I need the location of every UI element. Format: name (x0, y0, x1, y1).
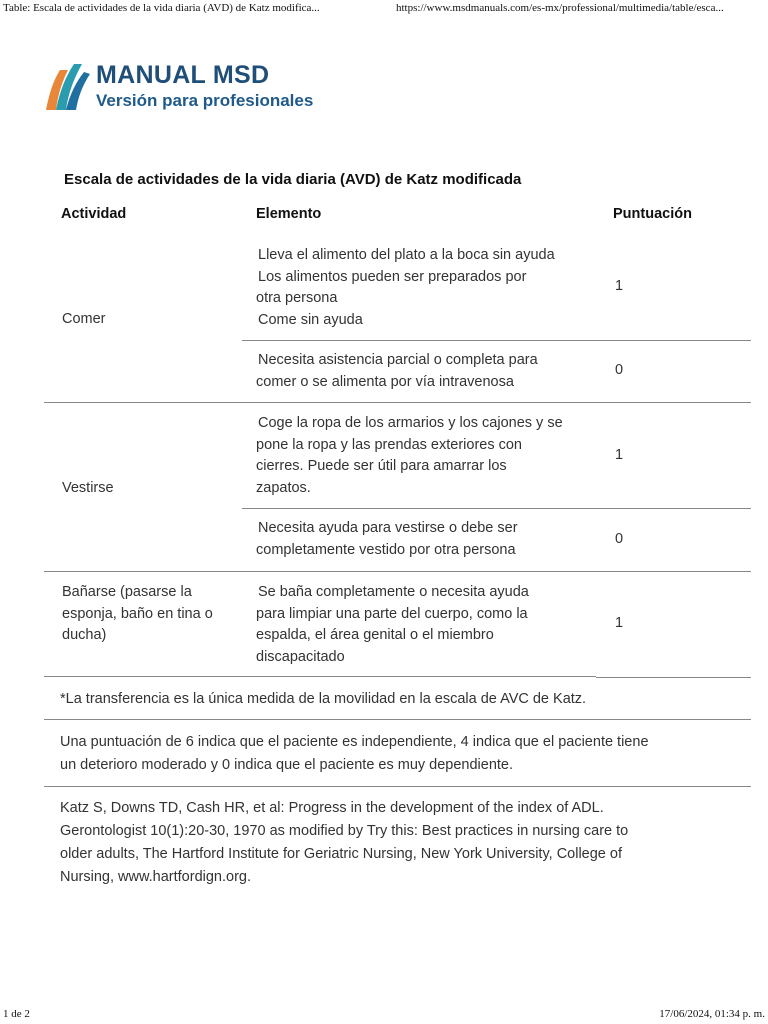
element-cell-dressing-independent (256, 413, 601, 499)
element-line: espalda, el área genital o el miembro (256, 627, 494, 643)
table-title: Escala de actividades de la vida diaria (AVD) de Katz modificada (64, 171, 522, 188)
page-count: 1 de 2 (3, 1008, 30, 1020)
element-line: comer o se alimenta por vía intravenosa (256, 373, 514, 390)
row-divider (44, 676, 596, 677)
print-datetime: 17/06/2024, 01:34 p. m. (659, 1008, 765, 1020)
element-line: para limpiar una parte del cuerpo, como la (256, 605, 528, 622)
note-line: un deterioro moderado y 0 indica que el paciente es muy dependiente. (60, 757, 514, 773)
print-url: https://www.msdmanuals.com/es-mx/professional/multimedia/table/esca... (396, 2, 724, 14)
element-line: Se baña completamente o necesita ayuda (258, 584, 529, 600)
msd-logo-icon (44, 60, 92, 112)
note-divider (44, 786, 751, 787)
print-page-title: Table: Escala de actividades de la vida diaria (AVD) de Katz modifica... (3, 2, 320, 14)
element-line: Come sin ayuda (258, 311, 363, 328)
element-line: cierres. Puede ser útil para amarrar los (256, 458, 507, 474)
row-divider (242, 340, 751, 341)
score-cell: 0 (615, 531, 624, 547)
row-divider (44, 402, 751, 403)
element-cell-eating-independent (256, 245, 596, 331)
transfer-note: *La transferencia es la única medida de la movilidad en la escala de AVC de Katz. (60, 691, 587, 707)
activity-cell-eating: Comer (62, 311, 106, 327)
msd-manual-logo[interactable] (44, 58, 344, 114)
activity-cell-dressing: Vestirse (62, 480, 114, 496)
row-divider (596, 677, 751, 678)
note-line: Gerontologist 10(1):20-30, 1970 as modified by Try this: Best practices in nursing care to (60, 823, 629, 839)
element-line: Necesita asistencia parcial o completa para (258, 352, 538, 368)
print-header (0, 0, 768, 18)
note-line: Katz S, Downs TD, Cash HR, et al: Progress in the development of the index of ADL. (60, 800, 604, 816)
element-cell-bathing (256, 582, 596, 668)
header-activity: Actividad (61, 206, 127, 222)
note-divider (44, 719, 751, 720)
score-cell: 1 (615, 278, 624, 294)
row-divider (242, 508, 751, 509)
element-line: pone la ropa y las prendas exteriores con (256, 436, 522, 453)
element-line: Necesita ayuda para vestirse o debe ser (258, 520, 518, 536)
note-line: Una puntuación de 6 indica que el paciente es independiente, 4 indica que el paciente tiene (60, 734, 649, 750)
scoring-note (60, 731, 710, 777)
element-line: Lleva el alimento del plato a la boca sin ayuda (258, 247, 555, 263)
element-line: completamente vestido por otra persona (256, 541, 516, 558)
brand-name: MANUAL MSD (96, 61, 270, 89)
reference-note (60, 797, 710, 889)
score-cell: 0 (615, 362, 624, 378)
score-cell: 1 (615, 615, 624, 631)
header-score: Puntuación (613, 206, 692, 222)
header-element: Elemento (256, 206, 322, 222)
element-cell-dressing-dependent (256, 518, 596, 561)
element-line: zapatos. (256, 479, 311, 496)
activity-line: ducha) (62, 627, 107, 643)
activity-line: Bañarse (pasarse la (62, 584, 192, 600)
row-divider (44, 571, 751, 572)
element-line: discapacitado (256, 648, 345, 665)
activity-cell-bathing (62, 582, 237, 647)
element-line: otra persona (256, 290, 338, 306)
element-cell-eating-dependent (256, 350, 596, 393)
element-line: Coge la ropa de los armarios y los cajones y se (258, 415, 563, 431)
note-line: older adults, The Hartford Institute for Geriatric Nursing, New York University, College of (60, 846, 622, 862)
activity-line: esponja, baño en tina o (62, 605, 213, 622)
brand-subtitle: Versión para profesionales (96, 91, 314, 110)
element-line: Los alimentos pueden ser preparados por (258, 268, 527, 285)
score-cell: 1 (615, 447, 624, 463)
print-footer (0, 1006, 768, 1024)
note-line: Nursing, www.hartfordign.org. (60, 869, 251, 885)
